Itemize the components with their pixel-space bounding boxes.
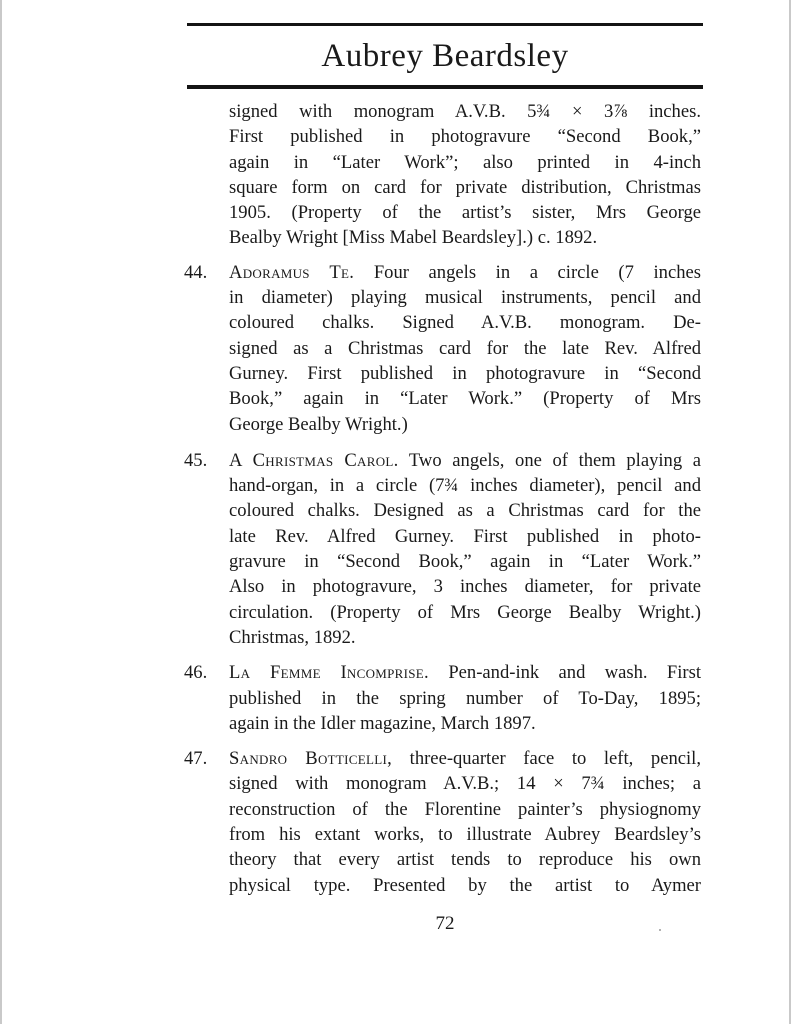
- entry-title: La Femme Incomprise.: [229, 662, 429, 684]
- scan-speck: [659, 929, 661, 931]
- entry-text: three-quarter face to left, pencil,: [409, 748, 701, 770]
- text-line: [229, 660, 701, 685]
- text-line: signed with monogram A.V.B.; 14 × 7¾ inches; a: [229, 773, 701, 795]
- text-line: Also in photogravure, 3 inches diameter, for private: [229, 576, 701, 598]
- catalogue-text: [184, 99, 701, 898]
- page-number: 72: [435, 913, 455, 934]
- text-line: [229, 448, 701, 473]
- text-line: again in “Later Work”; also printed in 4-inch: [229, 151, 701, 173]
- entry-text: Pen-and-ink and wash. First: [448, 662, 701, 684]
- text-line: 1905. (Property of the artist’s sister, Mrs George: [229, 202, 701, 224]
- text-line: [229, 746, 701, 771]
- text-line: in diameter) playing musical instruments, pencil and: [229, 287, 701, 309]
- text-line: coloured chalks. Designed as a Christmas card for the: [229, 500, 701, 522]
- text-line: published in the spring number of To-Day, 1895;: [229, 687, 701, 709]
- text-line: Book,” again in “Later Work.” (Property of Mrs: [229, 388, 701, 410]
- entry-number: 45.: [184, 449, 208, 471]
- text-line: George Bealby Wright.): [229, 413, 408, 435]
- running-title: Aubrey Beardsley: [321, 38, 569, 74]
- text-line: Christmas, 1892.: [229, 626, 356, 648]
- text-line: square form on card for private distribution, Christmas: [229, 176, 701, 198]
- header-rule-top: [187, 23, 703, 26]
- text-line: physical type. Presented by the artist to Aymer: [229, 874, 701, 896]
- catalogue-entry-44: [184, 260, 701, 437]
- text-line: Gurney. First published in photogravure in “Second: [229, 362, 701, 384]
- catalogue-entry-46: [184, 660, 701, 736]
- text-line: gravure in “Second Book,” again in “Later Work.”: [229, 551, 701, 573]
- text-line: signed with monogram A.V.B. 5¾ × 3⅞ inches.: [229, 101, 701, 122]
- text-line: First published in photogravure “Second Book,”: [229, 126, 701, 148]
- text-line: hand-organ, in a circle (7¾ inches diameter), pencil and: [229, 475, 701, 497]
- text-line: [229, 260, 701, 285]
- text-line: signed as a Christmas card for the late Rev. Alfred: [229, 337, 701, 359]
- text-line: theory that every artist tends to reproduce his own: [229, 849, 701, 871]
- text-line: again in the Idler magazine, March 1897.: [229, 712, 536, 734]
- continuation-paragraph: [229, 99, 701, 251]
- text-line: Bealby Wright [Miss Mabel Beardsley].) c. 1892.: [229, 227, 598, 249]
- entry-title: Sandro Botticelli,: [229, 748, 393, 770]
- text-line: late Rev. Alfred Gurney. First published in photo-: [229, 525, 701, 547]
- entry-number: 44.: [184, 261, 208, 283]
- entry-number: 47.: [184, 748, 208, 770]
- text-line: from his extant works, to illustrate Aubrey Beardsley’s: [229, 824, 701, 846]
- entry-number: 46.: [184, 662, 208, 684]
- text-line: circulation. (Property of Mrs George Bealby Wright.): [229, 601, 701, 623]
- header-rule-bottom: [187, 85, 703, 89]
- text-line: reconstruction of the Florentine painter’s physiognomy: [229, 798, 701, 820]
- entry-text: Four angels in a circle (7 inches: [373, 261, 701, 283]
- entry-text: Two angels, one of them playing a: [408, 449, 701, 471]
- catalogue-entry-45: [184, 448, 701, 650]
- entry-title: Adoramus Te.: [229, 261, 355, 283]
- text-line: coloured chalks. Signed A.V.B. monogram. De-: [229, 312, 701, 334]
- entry-title: A Christmas Carol.: [229, 449, 399, 471]
- catalogue-entry-47: [184, 746, 701, 898]
